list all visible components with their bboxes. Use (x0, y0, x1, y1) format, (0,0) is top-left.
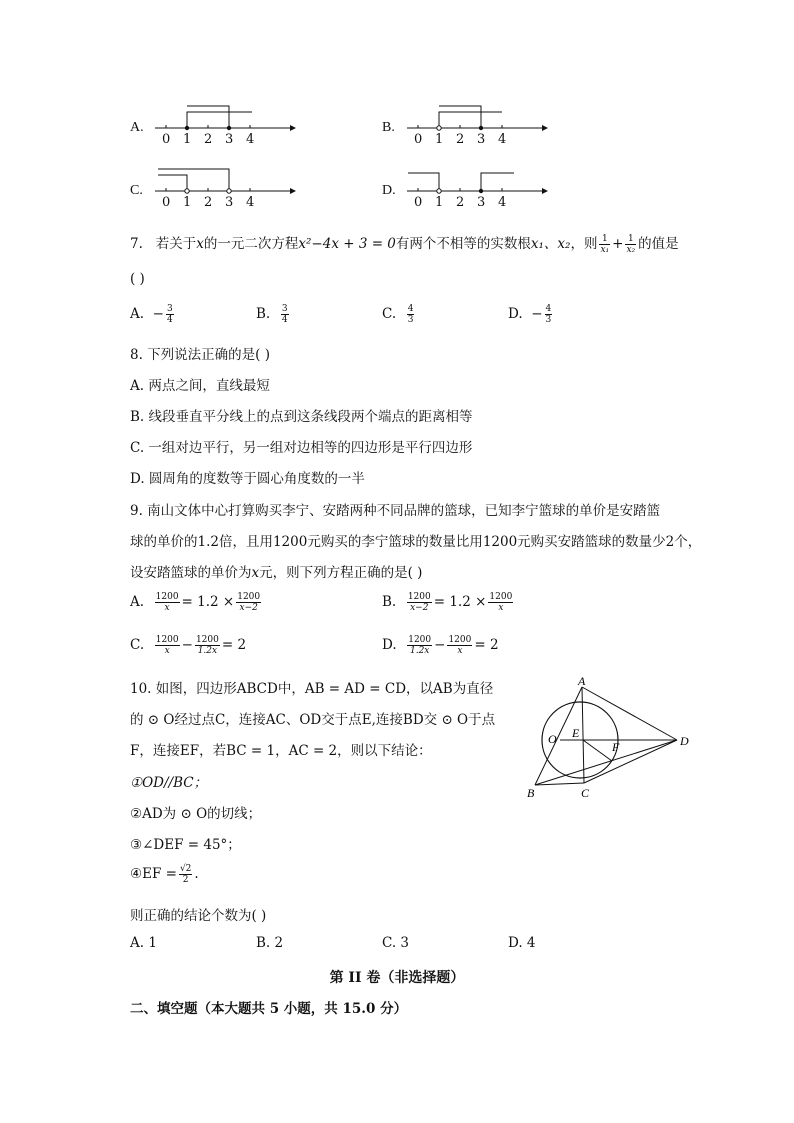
q7-paren: ( ) (130, 271, 145, 287)
option-label: A. (130, 120, 144, 135)
numerator: 4 (545, 304, 552, 314)
q10-conclusion-2: ②AD为 ⊙ O的切线； (130, 806, 262, 822)
fraction (166, 304, 174, 325)
label-f: F (612, 740, 620, 754)
q7-text: 有两个不相等的实数根 (395, 236, 531, 252)
fraction (155, 592, 180, 613)
label-o: O (548, 732, 557, 746)
q9-option-a[interactable] (130, 592, 263, 613)
fraction (179, 864, 192, 885)
option-label: A. (130, 594, 145, 610)
q10-conclusion-4 (130, 864, 199, 885)
q7-roots: x₁、x₂ (530, 236, 571, 252)
tick-label: 1 (183, 195, 192, 210)
numerator: 4 (407, 304, 414, 314)
q7-text: 若关于 (155, 236, 197, 252)
q9-line-1: 9. 南山文体中心打算购买李宁、安踏两种不同品牌的篮球，已知李宁篮球的单价是安踏篮 (130, 503, 661, 519)
segment-ef (583, 740, 612, 761)
q8-option-b[interactable]: B. 线段垂直平分线上的点到这条线段两个端点的距离相等 (130, 409, 473, 425)
denominator: x (498, 603, 504, 613)
fraction (545, 304, 553, 325)
q7-text: ，则 (570, 236, 598, 252)
numerator: 1200 (155, 635, 179, 645)
option-label: C. (130, 183, 143, 198)
denominator: x (164, 646, 170, 656)
option-label: D. (382, 183, 396, 198)
label-b: B (527, 786, 535, 800)
question-number: 7. (130, 236, 143, 252)
part2-title: 第 II 卷（非选择题） (329, 970, 465, 986)
option-label: A. (130, 306, 145, 322)
denominator: 4 (281, 315, 288, 325)
q7-text: 的值是 (638, 236, 679, 252)
tick-label: 1 (435, 195, 444, 210)
tick-label: 3 (477, 195, 486, 210)
segment-bd (535, 740, 677, 785)
option-sign: − (152, 306, 164, 322)
numerator: 1200 (195, 635, 219, 645)
label-a: A (578, 675, 586, 688)
q10-text: ④EF = (130, 866, 177, 882)
option-label: B. (256, 306, 271, 322)
q7-option-d[interactable] (508, 304, 554, 325)
denominator: x (164, 603, 170, 613)
tick-label: 3 (225, 132, 234, 147)
operator: = 1.2 × (181, 594, 235, 610)
q8-stem: 8. 下列说法正确的是( ) (130, 347, 270, 363)
tick-label: 0 (162, 195, 171, 210)
tick-label: 2 (204, 132, 213, 147)
label-d: D (680, 734, 689, 748)
segment-cd (584, 740, 677, 783)
label-e: E (572, 726, 580, 740)
fraction (447, 635, 472, 656)
q10-option-a[interactable]: A. 1 (130, 935, 157, 951)
q7-option-c[interactable] (382, 304, 416, 325)
fraction (155, 635, 180, 656)
tick-label: 4 (498, 132, 507, 147)
tick-label: 0 (414, 195, 423, 210)
numerator: 1200 (489, 592, 513, 602)
fraction (195, 635, 220, 656)
q9-var: x (251, 565, 260, 581)
fraction (407, 304, 415, 325)
segment-ac (582, 687, 584, 783)
tick-label: 4 (246, 132, 255, 147)
denominator: 4 (166, 315, 173, 325)
q8-option-a[interactable]: A. 两点之间，直线最短 (130, 378, 270, 394)
numerator: 3 (281, 304, 288, 314)
denominator: 3 (407, 315, 414, 325)
q7-equation: x²−4x + 3 = 0 (298, 236, 396, 252)
option-label: D. (508, 306, 523, 322)
geometry-figure (502, 675, 702, 805)
denominator: 1.2x (409, 646, 430, 656)
q9-line-3 (130, 561, 422, 581)
q10-line-3: F，连接EF，若BC = 1，AC = 2，则以下结论： (130, 743, 432, 759)
label-c: C (581, 786, 590, 800)
numerator: 1200 (448, 635, 472, 645)
q10-option-c[interactable]: C. 3 (382, 935, 410, 951)
numerator: 3 (166, 304, 173, 314)
tick-label: 2 (456, 132, 465, 147)
denominator: 2 (182, 875, 189, 885)
q9-text: 元，则下列方程正确的是( ) (259, 565, 423, 581)
denominator: 1.2x (197, 646, 218, 656)
denominator: 3 (545, 315, 552, 325)
fraction: $\frac{1}{\text{x₁}}$ (600, 234, 610, 255)
numerator: 1200 (407, 592, 431, 602)
fraction (488, 592, 513, 613)
operator: − (434, 637, 446, 653)
segment-bc (535, 783, 584, 785)
q7-stem: 7. 若关于x的一元二次方程x²−4x + 3 = 0有两个不相等的实数根x₁、x₂，则 $\frac{1}{\text{x₁}}$ + $\frac{1}{\text{x₂}}$ 的值是 (130, 234, 679, 255)
q9-option-d[interactable] (382, 635, 499, 656)
operator: = 2 (221, 637, 247, 653)
q9-line-2: 球的单价的1.2倍，且用1200元购买的李宁篮球的数量比用1200元购买安踏篮球的数量少2个， (130, 534, 702, 550)
segment-ad (582, 687, 677, 740)
section-heading: 二、填空题（本大题共 5 小题，共 15.0 分） (130, 1001, 408, 1017)
q10-ask: 则正确的结论个数为( ) (130, 908, 267, 924)
q10-text: . (194, 866, 199, 882)
option-label: B. (382, 120, 395, 135)
q8-option-d[interactable]: D. 圆周角的度数等于圆心角度数的一半 (130, 471, 365, 487)
option-label: C. (382, 306, 397, 322)
tick-label: 0 (162, 132, 171, 147)
fraction: $\frac{1}{\text{x₂}}$ (626, 234, 636, 255)
option-label: D. (382, 637, 397, 653)
numerator: 1200 (408, 635, 432, 645)
numerator: √2 (179, 864, 192, 874)
operator: − (181, 637, 193, 653)
tick-label: 4 (246, 195, 255, 210)
operator: = 1.2 × (433, 594, 487, 610)
q7-text: 的一元二次方程 (203, 236, 299, 252)
tick-label: 3 (477, 132, 486, 147)
operator: = 2 (474, 637, 499, 653)
q9-option-b[interactable] (382, 592, 515, 613)
q7-option-a[interactable] (130, 304, 176, 325)
q10-conclusion-1: ①OD//BC； (130, 775, 208, 791)
option-sign: − (531, 306, 543, 322)
numerator: 1200 (155, 592, 179, 602)
tick-label: 3 (225, 195, 234, 210)
numerator: 1200 (237, 592, 261, 602)
tick-label: 4 (498, 195, 507, 210)
denominator: x (457, 646, 463, 656)
q10-line-1: 10. 如图，四边形ABCD中，AB = AD = CD，以AB为直径 (130, 681, 494, 697)
tick-label: 1 (435, 132, 444, 147)
tick-label: 1 (183, 132, 192, 147)
fraction (407, 635, 432, 656)
denominator: x−2 (410, 603, 429, 613)
tick-label: 2 (456, 195, 465, 210)
q9-text: 设安踏篮球的单价为 (130, 565, 252, 581)
q10-conclusion-3: ③∠DEF = 45°； (130, 837, 241, 853)
fraction (236, 592, 261, 613)
fraction (407, 592, 432, 613)
q9-option-c[interactable] (130, 635, 246, 656)
tick-label: 0 (414, 132, 423, 147)
fraction (281, 304, 289, 325)
option-label: B. (382, 594, 397, 610)
q7-option-b[interactable] (256, 304, 291, 325)
denominator: x−2 (239, 603, 258, 613)
q8-option-c[interactable]: C. 一组对边平行，另一组对边相等的四边形是平行四边形 (130, 440, 473, 456)
q7-var: x (196, 236, 204, 252)
q10-line-2: 的 ⊙ O经过点C，连接AC、OD交于点E,连接BD交 ⊙ O于点 (130, 712, 496, 728)
q10-option-d[interactable]: D. 4 (508, 935, 536, 951)
tick-label: 2 (204, 195, 213, 210)
option-label: C. (130, 637, 145, 653)
q10-option-b[interactable]: B. 2 (256, 935, 284, 951)
